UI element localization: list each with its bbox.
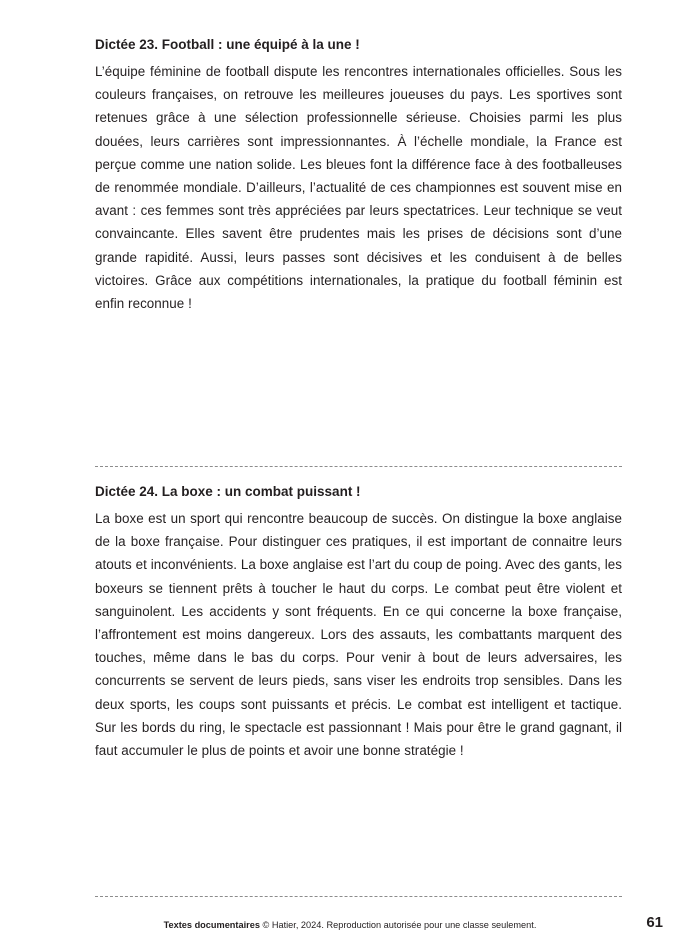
dashed-separator-bottom [95,896,622,897]
dictee-23-text: L’équipe féminine de football dispute les rencontres internationales officielles. Sous les couleurs françaises, on retrouve les meilleures joueuses du pays. Les sportives sont retenues grâce à une sélection professionnelle sérieuse. Choisies parmi les plus douées, leurs carrières sont impressionnantes. À l’échelle mondiale, la France est perçue comme une nation solide. Les bleues font la différence face à des footballeuses de renommée mondiale. D’ailleurs, l’actualité de ces championnes est souvent mise en avant : ces femmes sont très appréciées par leurs spectatrices. Leur technique se veut convaincante. Elles savent être prudentes mais les prises de décisions sont d’une grande rapidité. Aussi, leurs passes sont décisives et les conduisent à de belles victoires. Grâce aux compétitions internationales, la pratique du football féminin est enfin reconnue ! [95,64,622,312]
dictee-23-section [95,36,622,315]
dictee-24-section [95,483,622,762]
page-number: 61 [646,914,663,931]
page-footer [0,914,700,933]
dictee-24-text: La boxe est un sport qui rencontre beaucoup de succès. On distingue la boxe anglaise de la boxe française. Pour distinguer ces pratiques, il est important de connaitre leurs atouts et inconvénients. La boxe anglaise est l’art du coup de poing. Avec des gants, les boxeurs se tiennent prêts à toucher le haut du corps. Le combat peut être violent et sanguinolent. Les accidents y sont fréquents. En ce qui concerne la boxe française, l’affrontement est moins dangereux. Lors des assauts, les combattants marquent des touches, même dans le bas du corps. Pour venir à bout de leurs adversaires, les concurrents se servent de leurs pieds, sans viser les endroits trop sensibles. Dans les deux sports, les coups sont puissants et précis. Le combat est intelligent et tactique. Sur les bords du ring, le spectacle est passionnant ! Mais pour être le grand gagnant, il faut accumuler le plus de points et avoir une bonne stratégie ! [95,511,622,759]
footer-collection: Textes documentaires [163,920,260,930]
dictee-23-title: Dictée 23. Football : une équipé à la une ! [95,37,360,52]
dictee-24-title: Dictée 24. La boxe : un combat puissant ! [95,484,361,499]
footer-copyright: © Hatier, 2024. Reproduction autorisée pour une classe seulement. [262,920,537,930]
footer-note [0,917,700,933]
dashed-separator-top [95,466,622,467]
